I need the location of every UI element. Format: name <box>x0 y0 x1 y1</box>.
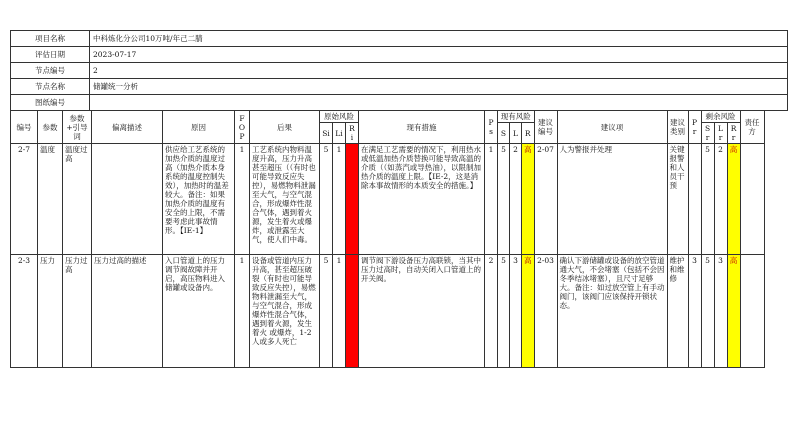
row-pr[interactable]: 3 <box>688 255 701 368</box>
row-sr[interactable]: 5 <box>701 144 714 255</box>
table-row <box>11 255 765 368</box>
node-no-label: 节点编号 <box>11 63 90 79</box>
hazop-worksheet <box>10 30 788 368</box>
row-sugg[interactable]: 确认下游储罐或设备的放空管道通大气，不会堵塞（包括不会因冬季结冰堵塞），且尺寸足够大。备注：如过放空管上有手动阀门，该阀门应该保持开锁状态。 <box>557 255 667 368</box>
row-lr[interactable]: 3 <box>714 255 727 368</box>
row-no[interactable]: 2-3 <box>11 255 38 368</box>
row-s[interactable]: 5 <box>498 255 510 368</box>
row-fop[interactable]: 1 <box>235 144 250 255</box>
col-curr-risk-header: 现有风险 <box>498 111 535 123</box>
row-param-guide[interactable]: 温度过高 <box>63 144 92 255</box>
row-si[interactable]: 5 <box>320 255 333 368</box>
row-ps[interactable]: 2 <box>485 255 498 368</box>
row-li[interactable]: 1 <box>333 144 346 255</box>
meta-row-node-name <box>11 79 788 95</box>
row-rr[interactable]: 高 <box>727 144 740 255</box>
meta-row-project <box>11 31 788 47</box>
table-row <box>11 144 765 255</box>
col-li-header: Li <box>333 123 346 144</box>
col-pr-header: Pr <box>688 111 701 144</box>
row-cause[interactable]: 供应给工艺系统的加热介质的温度过高（加热介质本身系统的温度控制失效），加热时的温差较大。备注：如果加热介质的温度有安全的上限，不需要考虑此事故情形。【IE-1】 <box>163 144 235 255</box>
row-consequence[interactable]: 工艺系统内物料温度升高，压力升高甚至超压（（有时也可能导致反应失控），易燃物料泄漏至大气，与空气混合，形成爆炸性混合气体，遇到着火源，发生着火或爆炸，或泄露至大气，使人们中毒。 <box>250 144 320 255</box>
col-ri-header: Ri <box>346 123 359 144</box>
col-rr-header: Rr <box>727 123 740 144</box>
row-sugg-no[interactable]: 2-03 <box>534 255 557 368</box>
row-resp[interactable] <box>740 255 764 368</box>
col-cause-header: 原因 <box>163 111 235 144</box>
row-sugg-cat[interactable]: 关键报警和人员干预 <box>667 144 688 255</box>
row-s[interactable]: 5 <box>498 144 510 255</box>
col-lr-header: Lr <box>714 123 727 144</box>
row-deviation[interactable] <box>92 144 163 255</box>
row-param-guide[interactable]: 压力过高 <box>63 255 92 368</box>
row-resp[interactable] <box>740 144 764 255</box>
row-sr[interactable]: 5 <box>701 255 714 368</box>
meta-row-drawing <box>11 95 788 111</box>
col-r-header: R <box>522 123 535 144</box>
col-no-header: 编号 <box>11 111 38 144</box>
col-sugg-header: 建议项 <box>557 111 667 144</box>
node-name-label: 节点名称 <box>11 79 90 95</box>
row-ri[interactable]: 高 <box>346 144 359 255</box>
row-param[interactable]: 压力 <box>38 255 63 368</box>
row-lr[interactable]: 2 <box>714 144 727 255</box>
drawing-value[interactable] <box>90 95 788 111</box>
meta-row-date <box>11 47 788 63</box>
row-r[interactable]: 高 <box>522 144 535 255</box>
row-measures[interactable]: 在满足工艺需要的情况下，利用热水或低温加热介质替换可能导致高温的介质（（如蒸汽或导热油），以限制加热介质的温度上限。【IE-2，这是消除本事故情形的本质安全的措施。】 <box>359 144 485 255</box>
analysis-table <box>10 110 765 368</box>
node-name-value[interactable]: 储罐统一分析 <box>90 79 788 95</box>
row-pr[interactable] <box>688 144 701 255</box>
row-consequence[interactable]: 设备或管道内压力升高，甚至超压破裂（有时也可能导致反应失控），易燃物料泄漏至大气，与空气混合，形成爆炸性混合气体，遇到着火源，发生着火 或爆炸，1-2人或多人死亡 <box>250 255 320 368</box>
col-sr-header: Sr <box>701 123 714 144</box>
date-value[interactable]: 2023-07-17 <box>90 47 788 63</box>
row-measures[interactable]: 调节阀下游设备压力高联锁，当其中压力过高时，自动关闭入口管道上的开关阀。 <box>359 255 485 368</box>
meta-row-node-no <box>11 63 788 79</box>
col-sugg-no-header: 建议编号 <box>534 111 557 144</box>
col-param-header: 参数 <box>38 111 63 144</box>
row-r[interactable]: 高 <box>522 255 535 368</box>
drawing-label: 图纸编号 <box>11 95 90 111</box>
node-no-value[interactable]: 2 <box>90 63 788 79</box>
col-orig-risk-header: 原始风险 <box>320 111 359 123</box>
project-value[interactable]: 中科炼化分公司10万吨/年己二腈 <box>90 31 788 47</box>
date-label: 评估日期 <box>11 47 90 63</box>
row-l[interactable]: 2 <box>510 144 522 255</box>
col-deviation-header: 偏离描述 <box>92 111 163 144</box>
col-ps-header: Ps <box>485 111 498 144</box>
col-resp-header: 责任方 <box>740 111 764 144</box>
col-sugg-cat-header: 建议类别 <box>667 111 688 144</box>
row-sugg-no[interactable]: 2-07 <box>534 144 557 255</box>
meta-table <box>10 30 788 111</box>
row-no[interactable]: 2-7 <box>11 144 38 255</box>
row-param[interactable]: 温度 <box>38 144 63 255</box>
col-si-header: Si <box>320 123 333 144</box>
col-param-guide-header: 参数+引导词 <box>63 111 92 144</box>
row-sugg-cat[interactable]: 维护和维修 <box>667 255 688 368</box>
col-l-header: L <box>510 123 522 144</box>
col-fop-header: FOP <box>235 111 250 144</box>
row-si[interactable]: 5 <box>320 144 333 255</box>
project-label: 项目名称 <box>11 31 90 47</box>
header-row-1 <box>11 111 765 123</box>
row-deviation[interactable]: 压力过高的描述 <box>92 255 163 368</box>
row-rr[interactable]: 高 <box>727 255 740 368</box>
row-sugg[interactable]: 人为警报并处理 <box>557 144 667 255</box>
row-fop[interactable]: 1 <box>235 255 250 368</box>
col-consequence-header: 后果 <box>250 111 320 144</box>
row-cause[interactable]: 入口管道上的压力调节阀故障并开启，高压物料进入储罐或设备内。 <box>163 255 235 368</box>
row-ps[interactable]: 1 <box>485 144 498 255</box>
col-s-header: S <box>498 123 510 144</box>
col-measures-header: 现有措施 <box>359 111 485 144</box>
row-ri[interactable]: 高 <box>346 255 359 368</box>
row-li[interactable]: 1 <box>333 255 346 368</box>
col-resid-risk-header: 剩余风险 <box>701 111 740 123</box>
row-l[interactable]: 3 <box>510 255 522 368</box>
